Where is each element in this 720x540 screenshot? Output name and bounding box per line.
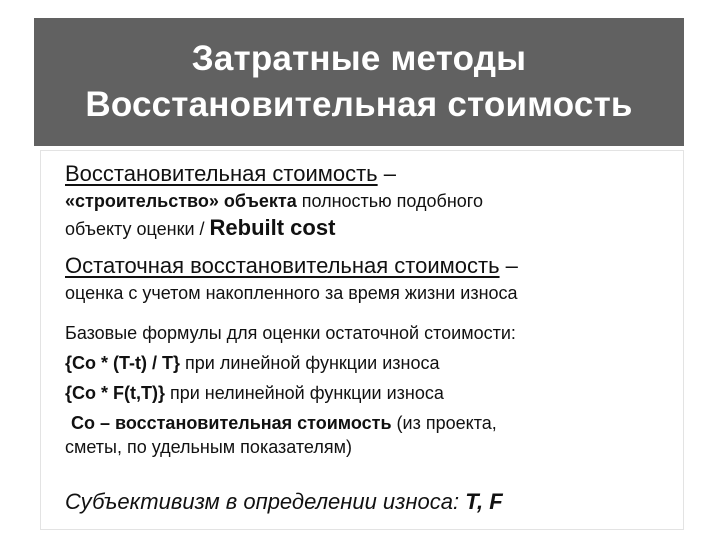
term1-line [65, 161, 396, 187]
subjectivism-vars: T, F [465, 489, 503, 514]
title-banner [34, 18, 684, 146]
term2: Остаточная восстановительная стоимость [65, 253, 500, 278]
co-definition [71, 413, 497, 434]
def1-line2 [65, 215, 335, 241]
co-term: Co – восстановительная стоимость [71, 413, 392, 433]
term1-dash: – [377, 161, 396, 186]
title-line-1: Затратные методы [191, 39, 527, 78]
co-text: (из проекта, [391, 413, 497, 433]
subjectivism-line [65, 489, 503, 515]
term1: Восстановительная стоимость [65, 161, 378, 186]
title-line-2: Восстановительная стоимость [85, 85, 633, 124]
content-box [40, 150, 684, 530]
term2-line [65, 253, 518, 279]
co-definition-cont: сметы, по удельным показателям) [65, 437, 352, 457]
formula-nonlinear-text: при нелинейной функции износа [164, 383, 444, 403]
formula-linear [65, 353, 440, 374]
formula-nonlinear [65, 383, 444, 404]
formulas-intro: Базовые формулы для оценки остаточной стоимости: [65, 323, 516, 343]
formula-linear-text: при линейной функции износа [180, 353, 440, 373]
rebuilt-cost: Rebuilt cost [209, 215, 336, 240]
term2-dash: – [499, 253, 518, 278]
formula-nonlinear-expr: {Co * F(t,T)} [65, 383, 165, 403]
def1-text: объекту оценки / [65, 219, 210, 239]
formula-linear-expr: {Co * (T-t) / T} [65, 353, 180, 373]
def2: оценка с учетом накопленного за время жизни износа [65, 283, 518, 303]
def1-rest: полностью подобного [296, 191, 483, 211]
def1-line1 [65, 191, 483, 212]
subjectivism-text: Субъективизм в определении износа: [65, 489, 466, 514]
def1-bold: «строительство» объекта [65, 191, 297, 211]
